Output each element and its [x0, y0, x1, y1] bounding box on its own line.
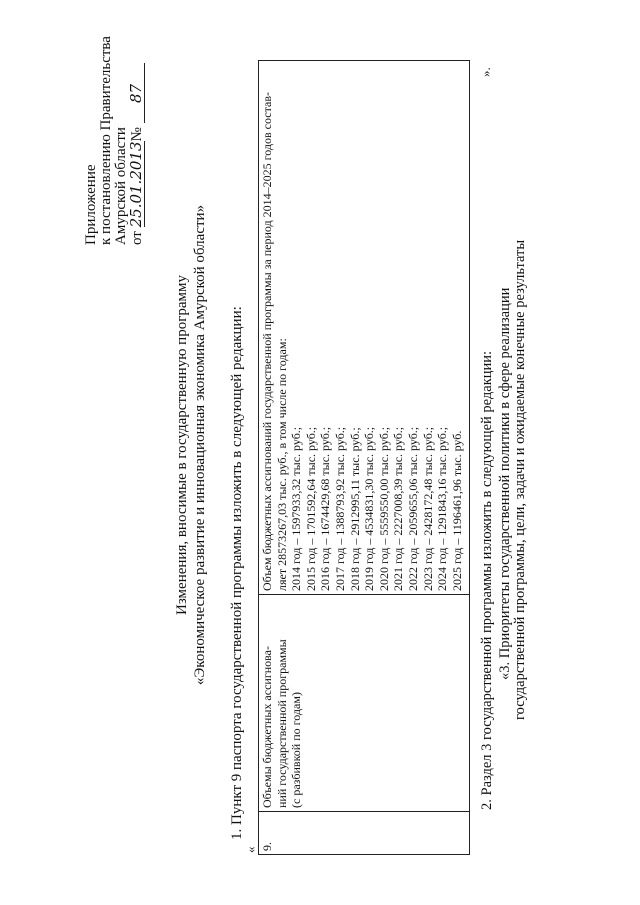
title-line: «Экономическое развитие и инновационная экономика Амурской области»: [192, 204, 208, 686]
handwritten-date: 25.01.2013: [127, 141, 145, 228]
year-line: 2014 год – 1597933,32 тыс. руб.;: [289, 426, 304, 591]
year-line: 2016 год – 1674429,68 тыс. руб.;: [318, 426, 333, 591]
year-line: 2019 год – 4534831,30 тыс. руб.;: [362, 426, 377, 591]
label-line: Объемы бюджетных ассигнова-: [260, 646, 274, 808]
year-line: 2018 год – 2912995,11 тыс. руб.;: [347, 427, 362, 591]
row-label: [259, 595, 470, 812]
item-2-text: 2. Раздел 3 государственной программы изложить в следующей редакции:: [479, 350, 495, 810]
year-line: 2023 год – 2428172,48 тыс. руб.;: [420, 426, 435, 591]
table-row: [259, 61, 470, 855]
section-3-heading-line: государственной программы, цели, задачи и ожидаемые конечные результаты: [512, 239, 528, 720]
close-quote: ».: [478, 67, 493, 77]
year-line: 2024 год – 1291843,16 тыс. руб.;: [435, 426, 450, 591]
row-value: [259, 61, 470, 595]
header-line: Приложение: [83, 164, 99, 245]
value-line: ляет 28573267,03 тыс. руб., в том числе по годам:: [274, 338, 289, 591]
header-line: к постановлению Правительства: [98, 36, 114, 245]
year-line: 2021 год – 2227008,39 тыс. руб.;: [391, 426, 406, 591]
passport-table: [258, 60, 470, 855]
handwritten-number: 87: [129, 63, 145, 123]
label-line: (с разбивкой по годам): [289, 692, 304, 808]
open-quote: «: [243, 846, 258, 853]
year-line: 2017 год – 1388793,92 тыс. руб.;: [332, 426, 347, 591]
header-line: Амурской области: [113, 127, 129, 245]
header-date-line: [129, 36, 145, 245]
item-1-text: 1. Пункт 9 паспорта государственной программы изложить в следующей редакции:: [229, 306, 245, 840]
year-line: 2022 год – 2059655,06 тыс. руб.;: [405, 426, 420, 591]
title-line: Изменения, вносимые в государственную программу: [174, 275, 190, 615]
document-title: [173, 0, 209, 905]
date-prefix: от: [129, 231, 145, 245]
value-line: Объем бюджетных ассигнований государственной программы за период 2014–2025 годов состав-: [260, 91, 274, 591]
year-line: 2020 год – 5559550,00 тыс. руб.;: [376, 426, 391, 591]
approval-header: [84, 36, 145, 245]
row-number: 9.: [259, 812, 470, 855]
year-line: 2015 год – 1701592,64 тыс. руб.;: [303, 426, 318, 591]
number-prefix: №: [129, 127, 145, 142]
section-3-heading-line: «3. Приоритеты государственной политики в сфере реализации: [497, 287, 513, 680]
year-line: 2025 год – 1196461,96 тыс. руб.: [449, 430, 464, 591]
label-line: ний государственной программы: [274, 639, 289, 808]
